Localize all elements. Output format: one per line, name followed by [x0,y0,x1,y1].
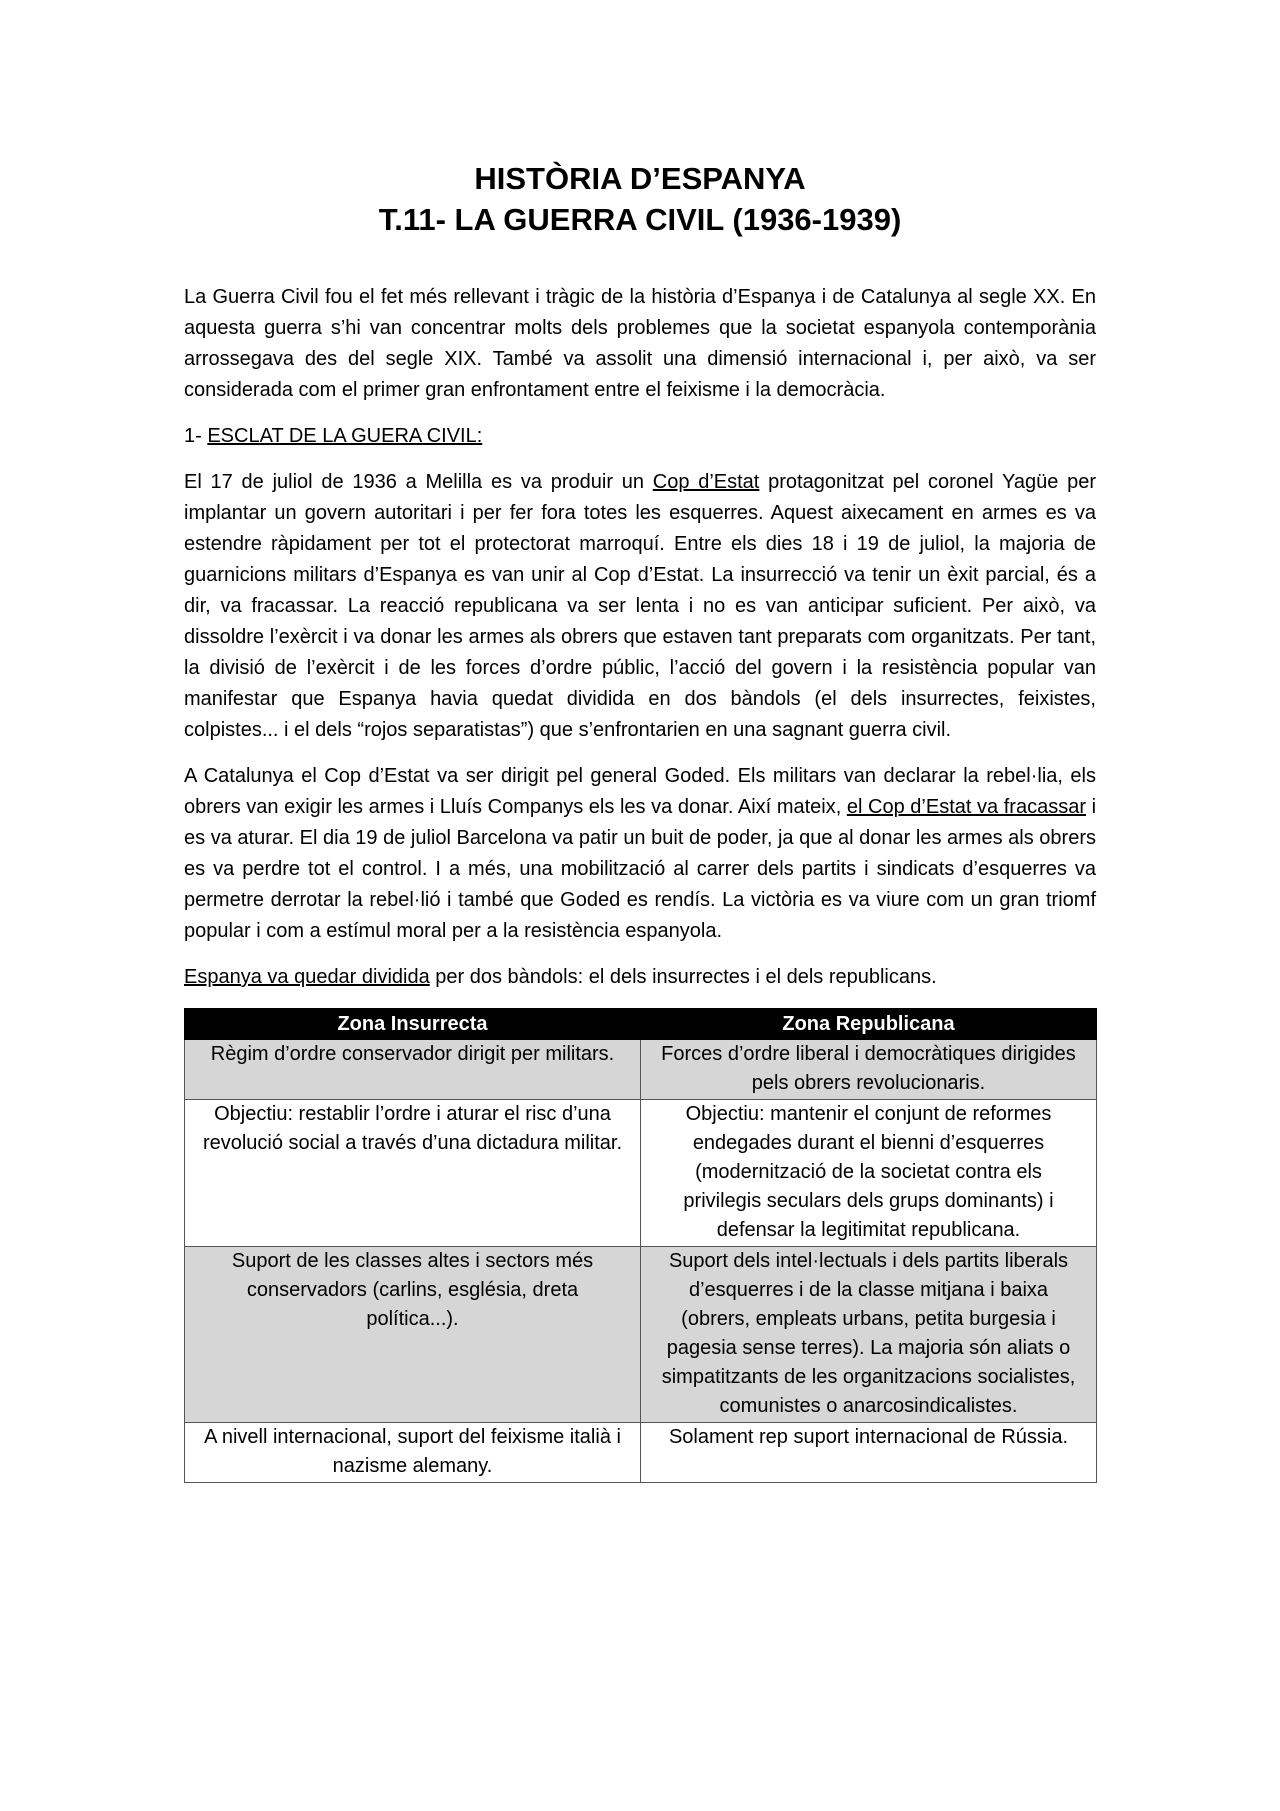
table-row [185,1100,1097,1247]
document-title [184,158,1096,240]
title-line-2: T.11- LA GUERRA CIVIL (1936-1939) [378,202,902,237]
paragraph-divisio [184,962,1096,993]
header-zona-insurrecta: Zona Insurrecta [185,1009,641,1040]
para3-underlined: Espanya va quedar dividida [184,966,430,988]
paragraph-cop-estat [184,467,1096,746]
section-1-heading [184,421,1096,452]
table-cell: Suport de les classes altes i sectors més conservadors (carlins, església, dreta política...). [185,1247,641,1423]
table-header-row [185,1009,1097,1040]
para1-before: El 17 de juliol de 1936 a Melilla es va produir un [184,471,653,493]
section-1-number: 1- [184,425,208,447]
header-zona-republicana: Zona Republicana [641,1009,1097,1040]
table-row [185,1040,1097,1100]
para2-before: A Catalunya el Cop d’Estat va ser dirigit pel general Goded. Els militars van declarar la rebel·lia, els obrers van exigir les armes i Lluís Companys els les va donar. Així mateix, [184,765,1096,818]
table-cell: Suport dels intel·lectuals i dels partits liberals d’esquerres i de la classe mitjana i baixa (obrers, empleats urbans, petita burgesia i pagesia sense terres). La majoria són aliats o simpatitzants de les organitzacions socialistes, comunistes o anarcosindicalistes. [641,1247,1097,1423]
section-1-title: ESCLAT DE LA GUERA CIVIL: [207,425,483,447]
paragraph-catalunya [184,761,1096,947]
table-row [185,1247,1097,1423]
para1-after: protagonitzat pel coronel Yagüe per implantar un govern autoritari i per fer fora totes les esquerres. Aquest aixecament en armes es va estendre ràpidament per tot el protectorat marroquí. Entre els dies 18 i 19 de juliol, la majoria de guarnicions militars d’Espanya es van unir al Cop d’Estat. La insurrecció va tenir un èxit parcial, és a dir, va fracassar. La reacció republicana va ser lenta i no es van anticipar suficient. Per això, va dissoldre l’exèrcit i va donar les armes als obrers que estaven tant preparats com organitzats. Per tant, la divisió de l’exèrcit i de les forces d’ordre públic, l’acció del govern i la resistència popular van manifestar que Espanya havia quedat dividida en dos bàndols (el dels insurrectes, feixistes, colpistes... i el dels “rojos separatistas”) que s’enfrontarien en una sagnant guerra civil. [184,471,1097,741]
para3-after: per dos bàndols: el dels insurrectes i el dels republicans. [429,966,937,988]
table-cell: Forces d’ordre liberal i democràtiques dirigides pels obrers revolucionaris. [641,1040,1097,1100]
table-row [185,1423,1097,1483]
title-line-1: HISTÒRIA D’ESPANYA [474,161,806,196]
table-cell: Objectiu: restablir l’ordre i aturar el risc d’una revolució social a través d’una dictadura militar. [185,1100,641,1247]
para2-underlined: el Cop d’Estat va fracassar [846,796,1086,818]
table-cell: Règim d’ordre conservador dirigit per militars. [185,1040,641,1100]
table-cell: Solament rep suport internacional de Rússia. [641,1423,1097,1483]
para1-underlined: Cop d’Estat [652,471,760,493]
table-cell: A nivell internacional, suport del feixisme italià i nazisme alemany. [185,1423,641,1483]
intro-paragraph: La Guerra Civil fou el fet més rellevant i tràgic de la història d’Espanya i de Catalunya al segle XX. En aquesta guerra s’hi van concentrar molts dels problemes que la societat espanyola contemporània arrossegava des del segle XIX. També va assolit una dimensió internacional i, per això, va ser considerada com el primer gran enfrontament entre el feixisme i la democràcia. [184,286,1096,401]
zones-table [184,1008,1097,1483]
table-cell: Objectiu: mantenir el conjunt de reformes endegades durant el bienni d’esquerres (modernització de la societat contra els privilegis seculars dels grups dominants) i defensar la legitimitat republicana. [641,1100,1097,1247]
para2-after: i es va aturar. El dia 19 de juliol Barcelona va patir un buit de poder, ja que al donar les armes als obrers es va perdre tot el control. I a més, una mobilització al carrer dels partits i sindicats d’esquerres va permetre derrotar la rebel·lió i també que Goded es rendís. La victòria es va viure com un gran triomf popular i com a estímul moral per a la resistència espanyola. [184,796,1097,942]
